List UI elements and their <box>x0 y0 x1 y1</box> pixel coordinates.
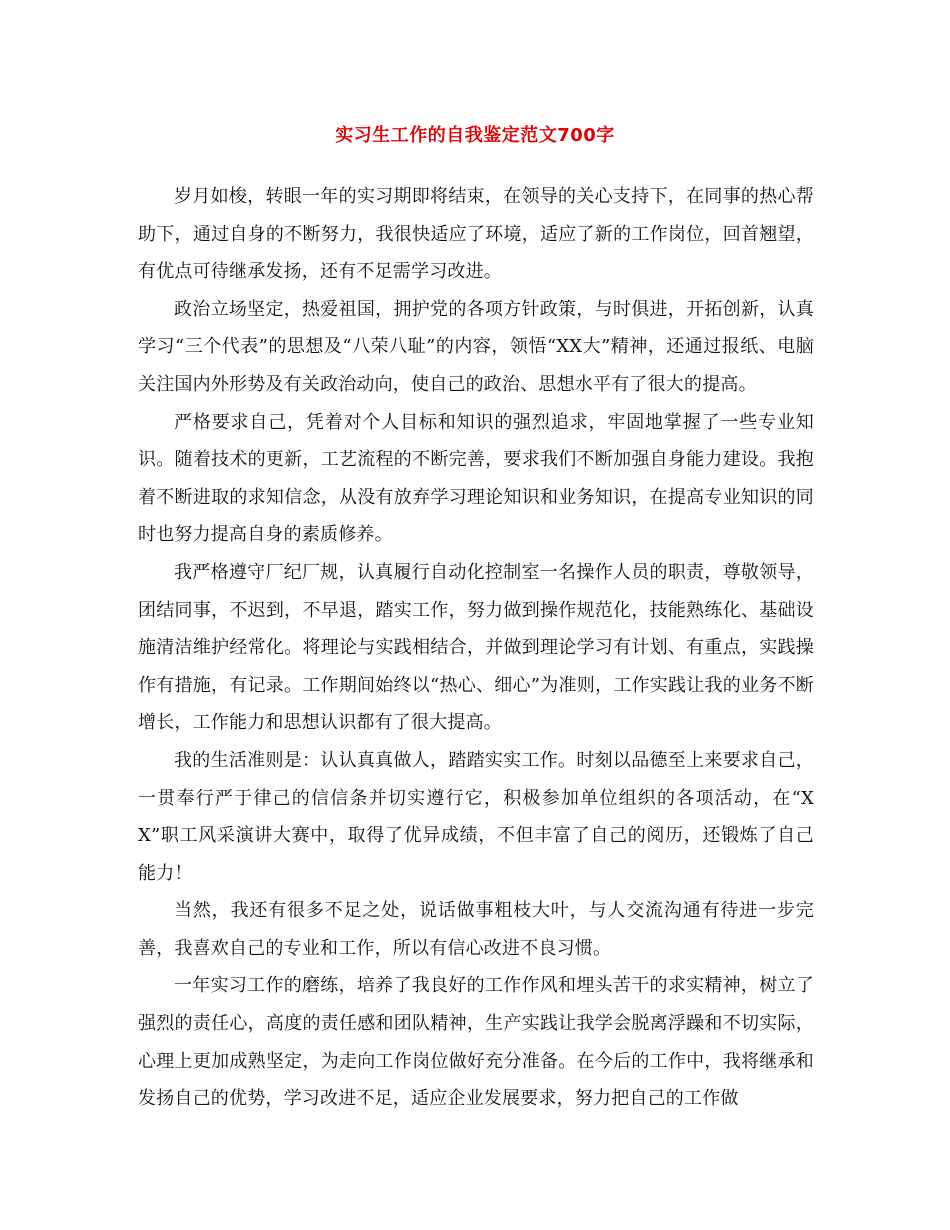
paragraph-5: 我的生活准则是：认认真真做人，踏踏实实工作。时刻以品德至上来要求自己，一贯奉行严于律己的信信条并切实遵行它，积极参加单位组织的各项活动，在“XX”职工风采演讲大赛中，取得了优异成绩，不但丰富了自己的阅历，还锻炼了自己能力！ <box>138 749 814 884</box>
paragraph-3: 严格要求自己，凭着对个人目标和知识的强烈追求，牢固地掌握了一些专业知识。随着技术的更新，工艺流程的不断完善，要求我们不断加强自身能力建设。我抱着不断进取的求知信念，从没有放弃学习理论知识和业务知识，在提高专业知识的同时也努力提高自身的素质修养。 <box>138 411 814 546</box>
paragraph-6: 当然，我还有很多不足之处，说话做事粗枝大叶，与人交流沟通有待进一步完善，我喜欢自己的专业和工作，所以有信心改进不良习惯。 <box>138 900 814 959</box>
document-title: 实习生工作的自我鉴定范文700字 <box>335 125 615 146</box>
paragraph-2: 政治立场坚定，热爱祖国，拥护党的各项方针政策，与时俱进，开拓创新，认真学习“三个代表”的思想及“八荣八耻”的内容，领悟“XX大”精神，还通过报纸、电脑关注国内外形势及有关政治动向，使自己的政治、思想水平有了很大的提高。 <box>138 298 814 395</box>
paragraph-7: 一年实习工作的磨练，培养了我良好的工作作风和埋头苦干的求实精神，树立了强烈的责任心，高度的责任感和团队精神，生产实践让我学会脱离浮躁和不切实际，心理上更加成熟坚定，为走向工作岗位做好充分准备。在今后的工作中，我将继承和发扬自己的优势，学习改进不足，适应企业发展要求，努力把自己的工作做 <box>138 975 814 1110</box>
paragraph-4: 我严格遵守厂纪厂规，认真履行自动化控制室一名操作人员的职责，尊敬领导，团结同事，不迟到，不早退，踏实工作，努力做到操作规范化，技能熟练化、基础设施清洁维护经常化。将理论与实践相结合，并做到理论学习有计划、有重点，实践操作有措施，有记录。工作期间始终以“热心、细心”为准则，工作实践让我的业务不断增长，工作能力和思想认识都有了很大提高。 <box>138 561 814 734</box>
paragraph-1: 岁月如梭，转眼一年的实习期即将结束，在领导的关心支持下，在同事的热心帮助下，通过自身的不断努力，我很快适应了环境，适应了新的工作岗位，回首翘望，有优点可待继承发扬，还有不足需学习改进。 <box>138 186 814 283</box>
document-body <box>138 178 814 1118</box>
